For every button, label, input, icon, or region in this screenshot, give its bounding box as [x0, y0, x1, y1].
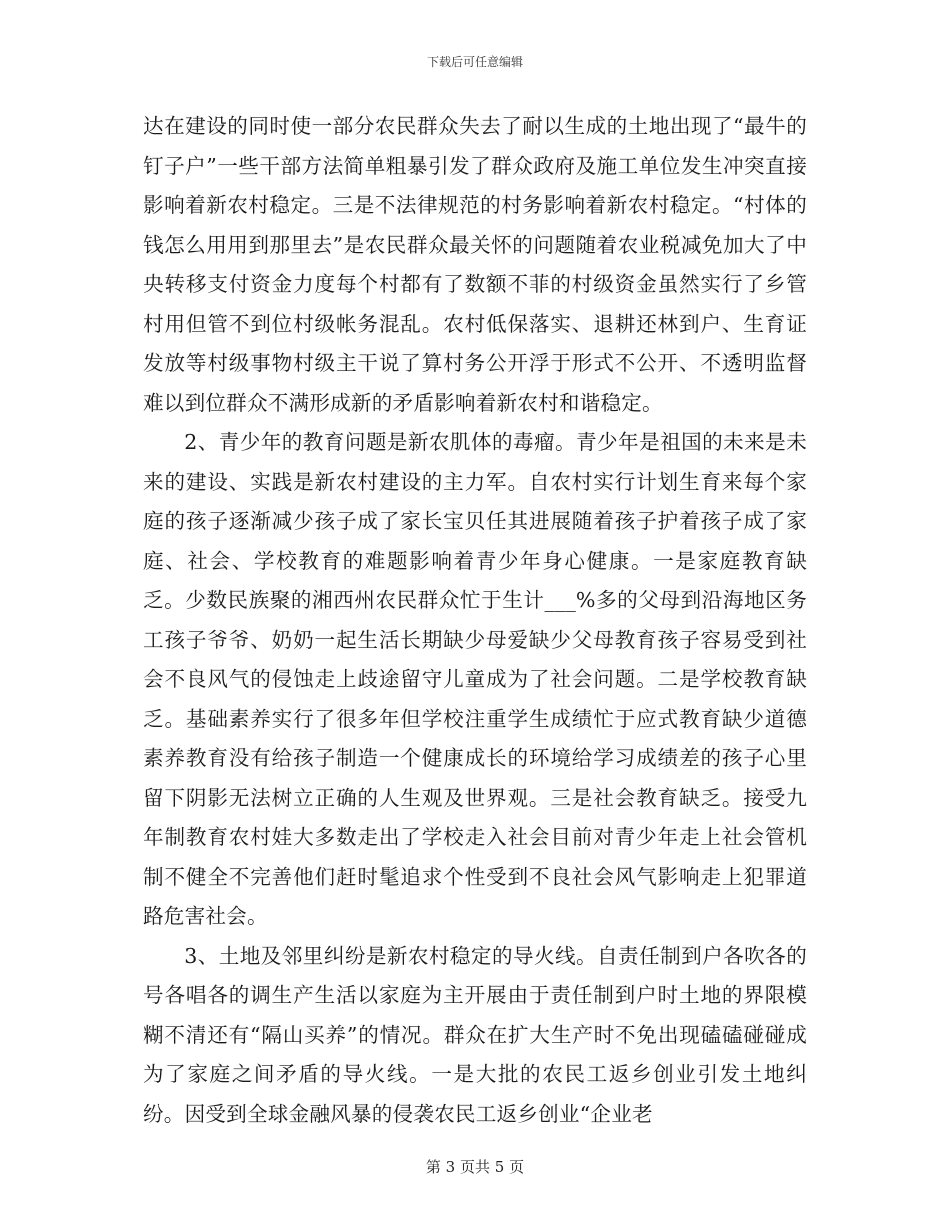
page-header-note: 下载后可任意编辑 — [426, 55, 523, 69]
document-body — [143, 107, 807, 1134]
paragraph-continuation: 达在建设的同时使一部分农民群众失去了耐以生成的土地出现了“最牛的钉子户”一些干部方法简单粗暴引发了群众政府及施工单位发生冲突直接影响着新农村稳定。三是不法律规范的村务影响着新农村稳定。“村体的钱怎么用用到那里去”是农民群众最关怀的问题随着农业税减免加大了中央转移支付资金力度每个村都有了数额不菲的村级资金虽然实行了乡管村用但管不到位村级帐务混乱。农村低保落实、退耕还林到户、生育证发放等村级事物村级主干说了算村务公开浮于形式不公开、不透明监督难以到位群众不满形成新的矛盾影响着新农村和谐稳定。 — [143, 114, 807, 415]
paragraph-land-disputes: 3、土地及邻里纠纷是新农村稳定的导火线。自责任制到户各吹各的号各唱各的调生产生活以家庭为主开展由于责任制到户时土地的界限模糊不清还有“隔山买养”的情况。群众在扩大生产时不免出现磕磕碰碰成为了家庭之间矛盾的导火线。一是大批的农民工返乡创业引发土地纠纷。因受到全球金融风暴的侵袭农民工返乡创业“企业老 — [143, 943, 807, 1126]
page-number: 第 3 页共 5 页 — [425, 1158, 525, 1176]
paragraph-youth-education: 2、青少年的教育问题是新农肌体的毒瘤。青少年是祖国的未来是未来的建设、实践是新农村建设的主力军。自农村实行计划生育来每个家庭的孩子逐渐减少孩子成了家长宝贝任其进展随着孩子护着孩子成了家庭、社会、学校教育的难题影响着青少年身心健康。一是家庭教育缺乏。少数民族聚的湘西州农民群众忙于生计___%多的父母到沿海地区务工孩子爷爷、奶奶一起生活长期缺少母爱缺少父母教育孩子容易受到社会不良风气的侵蚀走上歧途留守儿童成为了社会问题。二是学校教育缺乏。基础素养实行了很多年但学校注重学生成绩忙于应式教育缺少道德素养教育没有给孩子制造一个健康成长的环境给学习成绩差的孩子心里留下阴影无法树立正确的人生观及世界观。三是社会教育缺乏。接受九年制教育农村娃大多数走出了学校走入社会目前对青少年走上社会管机制不健全不完善他们赶时髦追求个性受到不良社会风气影响走上犯罪道路危害社会。 — [143, 430, 807, 928]
